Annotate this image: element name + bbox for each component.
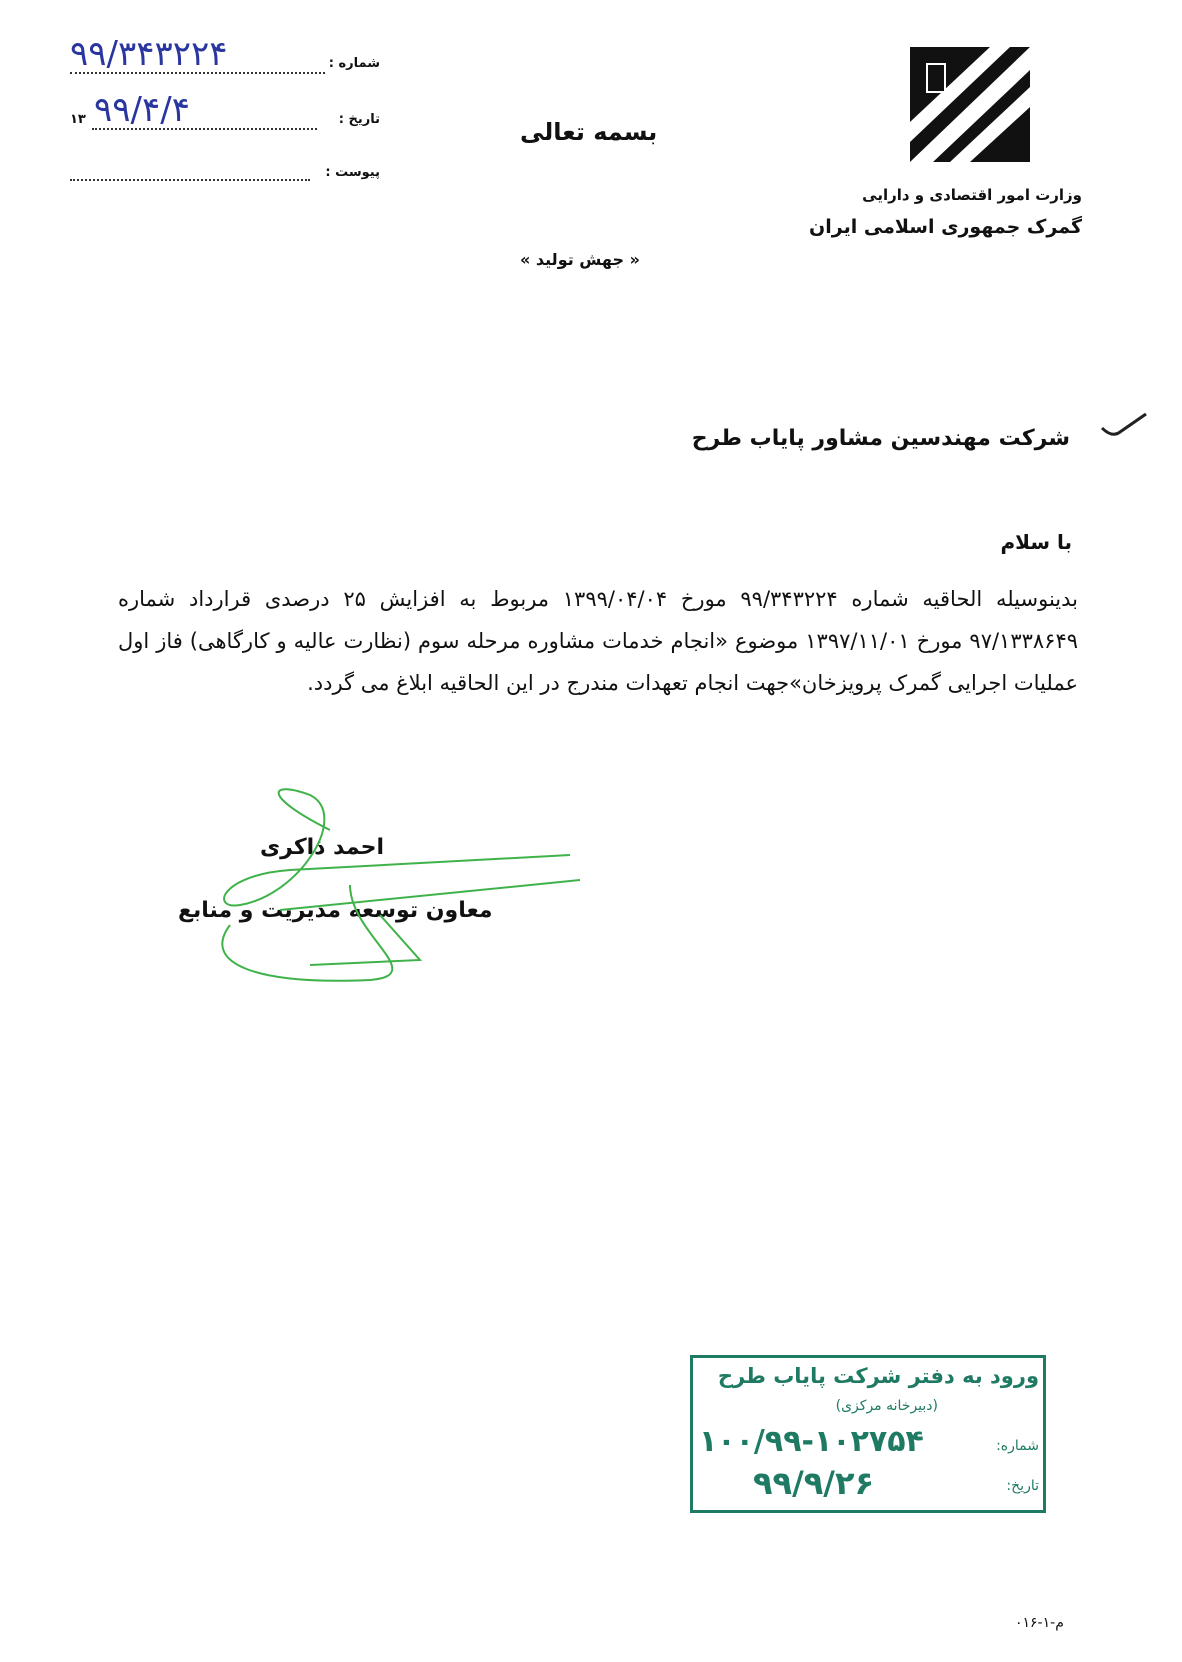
organization-name: گمرک جمهوری اسلامی ایران bbox=[809, 216, 1082, 238]
number-field bbox=[70, 34, 380, 78]
ministry-name: وزارت امور اقتصادی و دارایی bbox=[862, 186, 1082, 204]
date-field bbox=[70, 90, 380, 138]
number-handwritten: ۹۹/۳۴۳۲۲۴ bbox=[70, 34, 228, 74]
number-label: شماره : bbox=[328, 56, 380, 71]
checkmark-icon bbox=[1100, 410, 1150, 440]
attachment-dotted-line bbox=[70, 167, 310, 181]
stamp-number-label: شماره: bbox=[996, 1438, 1039, 1454]
stamp-title: ورود به دفتر شرکت پایاب طرح bbox=[717, 1364, 1039, 1388]
recipient: شرکت مهندسین مشاور پایاب طرح bbox=[691, 426, 1070, 451]
stamp-date-label: تاریخ: bbox=[1006, 1478, 1039, 1494]
stamp-date-value: ۹۹/۹/۲۶ bbox=[753, 1464, 875, 1502]
form-code: ۰۱۶-۱-م bbox=[1015, 1615, 1064, 1631]
attachment-label: پیوست : bbox=[325, 165, 380, 180]
signature-scribble-icon bbox=[200, 785, 580, 985]
date-handwritten: ۹۹/۴/۴ bbox=[94, 90, 190, 130]
stamp-subtitle: (دبیرخانه مرکزی) bbox=[835, 1398, 938, 1414]
date-prefix: ۱۳ bbox=[70, 112, 86, 127]
signer-title: معاون توسعه مدیریت و منابع bbox=[178, 898, 493, 923]
invocation: بسمه تعالی bbox=[520, 118, 658, 146]
slogan: « جهش تولید » bbox=[520, 250, 640, 269]
receipt-stamp bbox=[690, 1355, 1046, 1513]
signer-name: احمد ذاکری bbox=[260, 835, 384, 860]
letter-body: بدینوسیله الحاقیه شماره ۹۹/۳۴۳۲۲۴ مورخ ۱۳۹۹/۰۴/۰۴ مربوط به افزایش ۲۵ درصدی قرارداد شماره ۹۷/۱۳۳۸۶۴۹ مورخ ۱۳۹۷/۱۱/۰۱ موضوع «انجام خدمات مشاوره مرحله سوم (نظارت عالیه و کارگاهی) فاز اول عملیات اجرایی گمرک پرویزخان»جهت انجام تعهدات مندرج در این الحاقیه ابلاغ می گردد. bbox=[118, 587, 1079, 695]
stamp-number-value: ۱۰۰/۹۹-۱۰۲۷۵۴ bbox=[699, 1424, 924, 1459]
attachment-field bbox=[70, 165, 380, 195]
customs-logo-icon bbox=[905, 42, 1035, 167]
greeting: با سلام bbox=[1000, 530, 1072, 554]
date-label: تاریخ : bbox=[338, 112, 380, 127]
